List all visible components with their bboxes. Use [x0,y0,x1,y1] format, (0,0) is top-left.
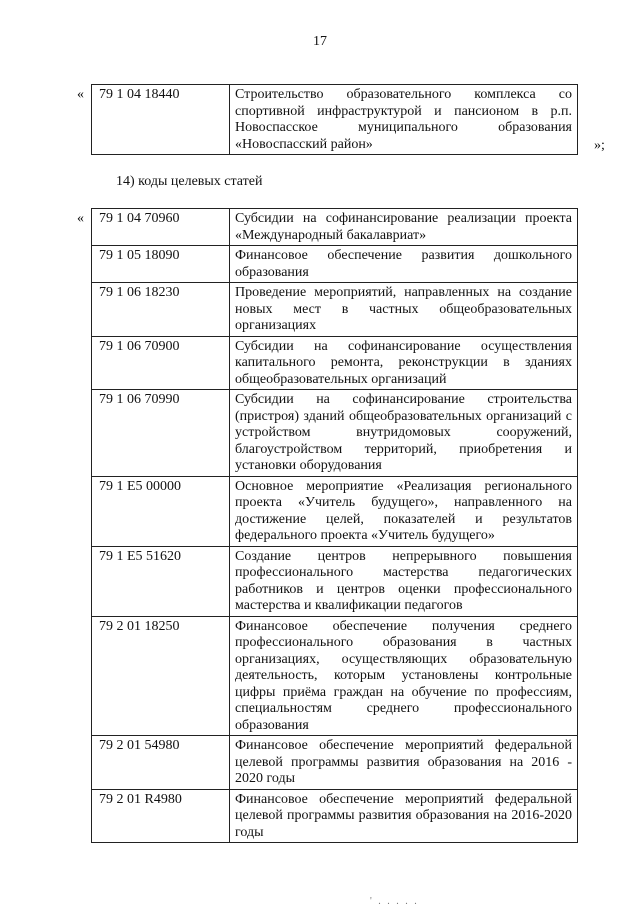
table-row [92,390,578,477]
open-quote-2: « [77,211,84,226]
code-cell: 79 1 06 18230 [92,283,230,337]
description-cell: Финансовое обеспечение мероприятий федеральной целевой программы развития образования на 2016-2020 годы [230,789,578,843]
code-cell: 79 1 06 70900 [92,336,230,390]
description-cell: Финансовое обеспечение получения среднего профессионального образования в частных организациях, осуществляющих образовательную деятельность, которым установлены контрольные цифры приёма граждан на обучение по профессиям, специальностям среднего профессионального образования [230,616,578,736]
code-cell: 79 1 04 18440 [92,85,230,155]
code-cell: 79 1 05 18090 [92,246,230,283]
code-cell: 79 1 E5 00000 [92,476,230,546]
description-cell: Финансовое обеспечение развития дошкольного образования [230,246,578,283]
description-cell: Субсидии на софинансирование строительства (пристроя) зданий общеобразовательных организаций с устройством внутридомовых сооружений, благоустройством территорий, приобретения и установки оборудования [230,390,578,477]
open-quote-1: « [77,87,84,102]
code-cell: 79 1 06 70990 [92,390,230,477]
code-cell: 79 2 01 54980 [92,736,230,790]
code-cell: 79 2 01 18250 [92,616,230,736]
table-row [92,789,578,843]
description-cell: Финансовое обеспечение мероприятий федеральной целевой программы развития образования на 2016 - 2020 годы [230,736,578,790]
description-cell: Субсидии на софинансирование осуществления капитального ремонта, реконструкции в зданиях общеобразовательных организаций [230,336,578,390]
table-row [92,336,578,390]
table-row [92,476,578,546]
close-quote: »; [594,138,605,153]
table-row [92,209,578,246]
table-row [92,246,578,283]
table-row [92,85,578,155]
table-row [92,283,578,337]
code-cell: 79 2 01 R4980 [92,789,230,843]
description-cell: Проведение мероприятий, направленных на создание новых мест в частных общеобразовательных организациях [230,283,578,337]
description-cell: Субсидии на софинансирование реализации проекта «Международный бакалавриат» [230,209,578,246]
first-code-table [91,84,578,155]
description-cell: Основное мероприятие «Реализация регионального проекта «Учитель будущего», направленного на достижение целей, показателей и результатов федерального проекта «Учитель будущего» [230,476,578,546]
table-row [92,616,578,736]
code-cell: 79 1 04 70960 [92,209,230,246]
table-row [92,736,578,790]
description-cell: Строительство образовательного комплекса со спортивной инфраструктурой и пансионом в р.п. Новоспасское муниципального образования «Новоспасский район» [230,85,578,155]
page-number: 17 [313,34,327,49]
description-cell: Создание центров непрерывного повышения профессионального мастерства педагогических работников и центров оценки профессионального мастерства и квалификации педагогов [230,546,578,616]
section-heading: 14) коды целевых статей [116,174,263,189]
footer-marks: ' . . . . . [370,896,419,907]
code-cell: 79 1 E5 51620 [92,546,230,616]
table-row [92,546,578,616]
target-article-codes-table [91,208,578,843]
